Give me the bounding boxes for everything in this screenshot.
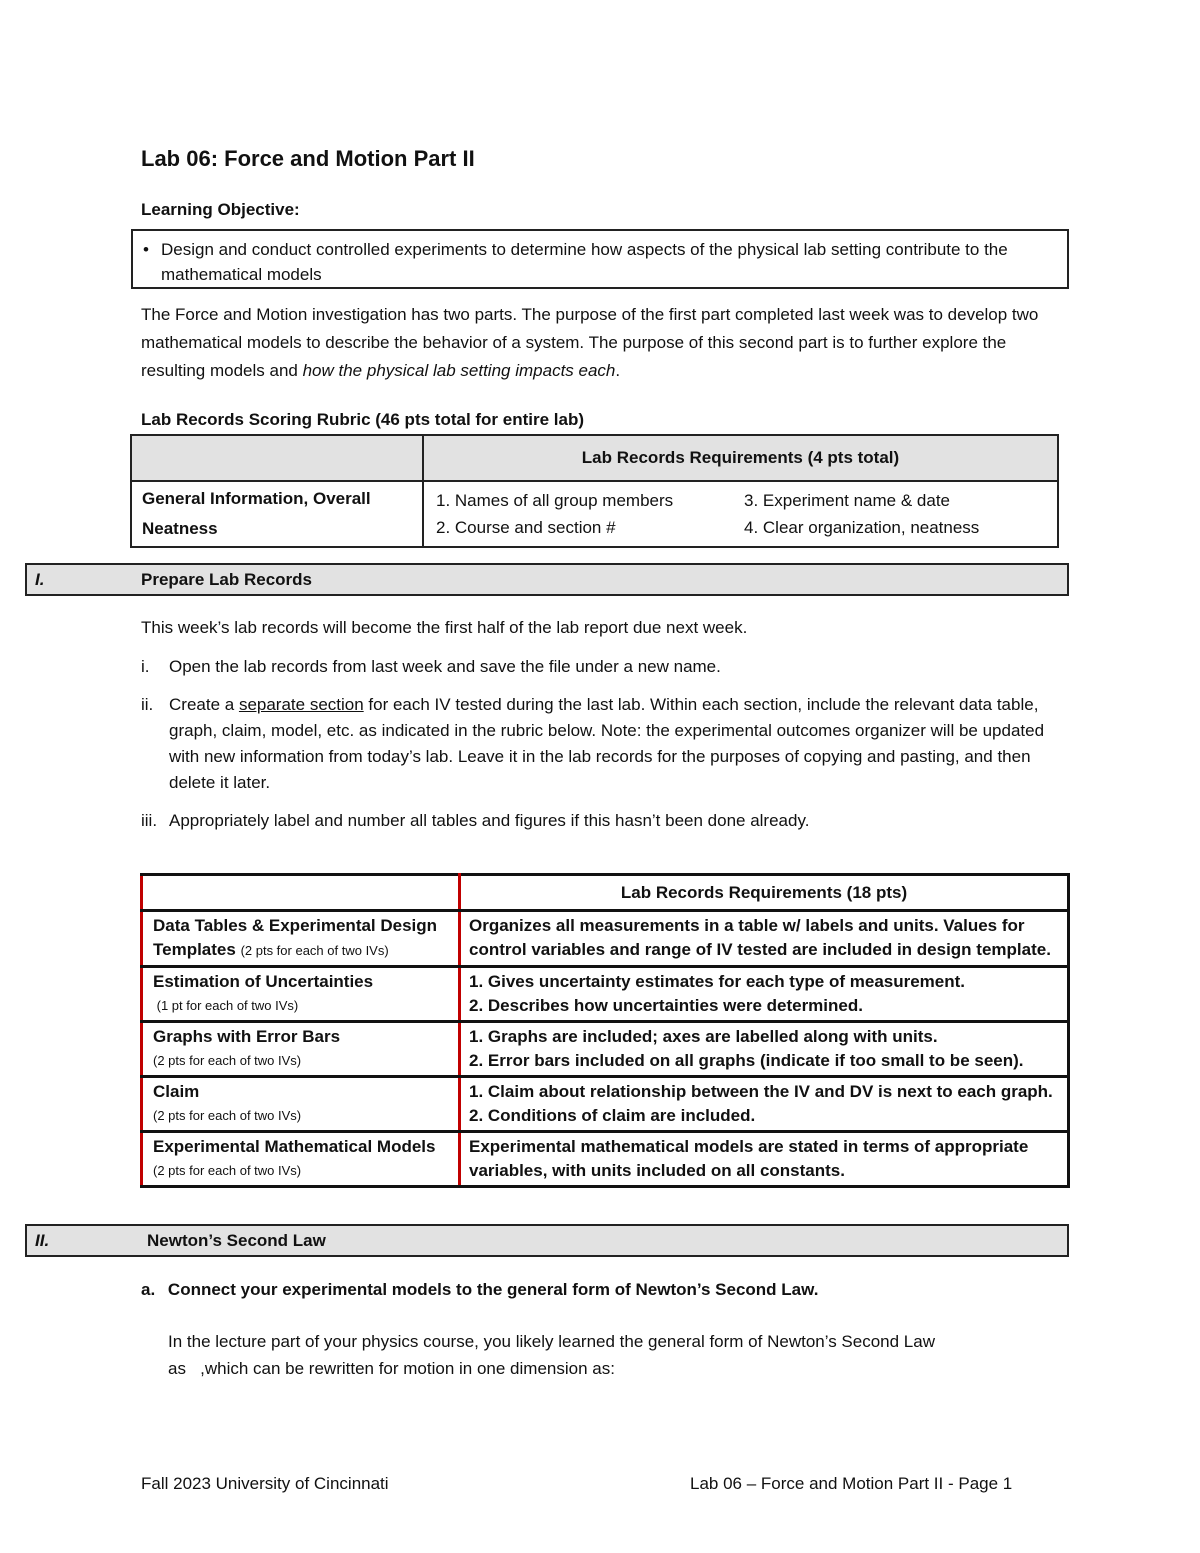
rubric2-row-requirement: Organizes all measurements in a table w/ labels and units. Values for control variables and range of IV tested are included in design template. (460, 911, 1069, 967)
step-number: i. (141, 657, 150, 676)
rubric-item: 2. Course and section # (436, 518, 616, 537)
requirement-line: 2. Conditions of claim are included. (469, 1106, 756, 1125)
rubric2-row-points: (2 pts for each of two IVs) (240, 943, 389, 958)
rubric-item: 3. Experiment name & date (744, 491, 951, 510)
bullet-icon: • (143, 240, 149, 259)
rubric2-row-requirement (460, 967, 1069, 1022)
step-item (141, 808, 1061, 834)
step-text: Open the lab records from last week and save the file under a new name. (169, 657, 721, 676)
step-item (141, 692, 1061, 796)
rubric-table (130, 434, 1059, 548)
paragraph-line: as ,which can be rewritten for motion in one dimension as: (168, 1359, 615, 1378)
step-number: ii. (141, 695, 154, 714)
requirement-line: 1. Graphs are included; axes are labelled along with units. (469, 1027, 938, 1046)
lab-records-rubric-table (140, 873, 1070, 1188)
rubric2-row-points: (2 pts for each of two IVs) (153, 1108, 302, 1123)
rubric2-row-name: Estimation of Uncertainties (153, 972, 374, 991)
section-2-item-a (141, 1280, 818, 1300)
rubric-header-empty (131, 435, 423, 481)
rubric-item: 4. Clear organization, neatness (744, 518, 980, 537)
intro-text: The Force and Motion investigation has two parts. The purpose of the first part completed last week was to develop two mathematical models to describe the behavior of a system. The purpose of this second part is to further explore the resulting models and (141, 305, 1039, 380)
rubric2-row-label (142, 967, 460, 1022)
section-2-number: II. (35, 1231, 50, 1250)
section-2-header (25, 1224, 1069, 1257)
intro-end: . (615, 361, 621, 380)
section-2-paragraph (168, 1328, 1068, 1382)
rubric2-row-label (142, 911, 460, 967)
rubric2-row-requirement: Experimental mathematical models are stated in terms of appropriate variables, with units included on all constants. (460, 1132, 1069, 1187)
rubric2-row-points: (2 pts for each of two IVs) (153, 1053, 302, 1068)
paragraph-line: In the lecture part of your physics course, you likely learned the general form of Newton’s Second Law (168, 1332, 935, 1351)
rubric2-row-label (142, 1077, 460, 1132)
step-item (141, 654, 1061, 680)
section-1-intro: This week’s lab records will become the first half of the lab report due next week. (141, 618, 748, 637)
rubric-header: Lab Records Requirements (4 pts total) (423, 435, 1058, 481)
rubric2-row-name: Data Tables & Experimental Design Templates (153, 916, 438, 959)
requirement-line: 2. Error bars included on all graphs (indicate if too small to be seen). (469, 1051, 1024, 1070)
step-text-post: for each IV tested during the last lab. Within each section, include the relevant data table, graph, claim, model, etc. as indicated in the rubric below. Note: the experimental outcomes organizer will be updated with new information from today’s lab. Leave it in the lab records for the purposes of copying and pasting, and then delete it later. (169, 695, 1045, 792)
separate-section-link: separate section (238, 695, 364, 714)
rubric-item: 1. Names of all group members (436, 491, 674, 510)
section-2-title: Newton’s Second Law (147, 1231, 326, 1250)
item-a-label: a. (141, 1280, 156, 1299)
item-a-text: Connect your experimental models to the general form of Newton’s Second Law. (167, 1280, 819, 1299)
step-text (169, 692, 1061, 796)
step-number: iii. (141, 811, 158, 830)
step-text-pre: Create a (169, 695, 239, 714)
rubric2-header: Lab Records Requirements (18 pts) (460, 875, 1069, 911)
learning-objective-label: Learning Objective: (141, 200, 300, 219)
intro-paragraph (141, 301, 1071, 385)
rubric2-row-points: (1 pt for each of two IVs) (153, 998, 299, 1013)
section-1-steps (141, 654, 1061, 846)
requirement-line: 1. Claim about relationship between the IV and DV is next to each graph. (469, 1082, 1053, 1101)
rubric2-row-points: (2 pts for each of two IVs) (153, 1163, 302, 1178)
step-text: Appropriately label and number all tables and figures if this hasn’t been done already. (169, 811, 810, 830)
rubric2-header-empty (142, 875, 460, 911)
section-1-header (25, 563, 1069, 596)
learning-objective-text: Design and conduct controlled experiments to determine how aspects of the physical lab setting contribute to the mathematical models (161, 240, 1008, 284)
rubric2-row-name: Graphs with Error Bars (153, 1027, 341, 1046)
footer-left: Fall 2023 University of Cincinnati (141, 1474, 389, 1493)
rubric2-row-requirement (460, 1022, 1069, 1077)
rubric2-row-name: Claim (153, 1082, 200, 1101)
rubric2-row-requirement (460, 1077, 1069, 1132)
learning-objective-box (131, 229, 1069, 289)
intro-emphasis: how the physical lab setting impacts each (302, 361, 616, 380)
section-1-number: I. (35, 570, 45, 589)
section-1-title: Prepare Lab Records (141, 570, 313, 589)
rubric-row-label: General Information, Overall Neatness (131, 481, 423, 547)
rubric2-row-name: Experimental Mathematical Models (153, 1137, 436, 1156)
rubric2-row-label (142, 1132, 460, 1187)
requirement-line: 2. Describes how uncertainties were determined. (469, 996, 863, 1015)
rubric-title: Lab Records Scoring Rubric (46 pts total for entire lab) (141, 410, 585, 429)
footer-right: Lab 06 – Force and Motion Part II - Page 1 (690, 1474, 1013, 1493)
requirement-line: 1. Gives uncertainty estimates for each type of measurement. (469, 972, 966, 991)
rubric2-row-label (142, 1022, 460, 1077)
rubric-requirements-cell (423, 481, 1058, 547)
page-title: Lab 06: Force and Motion Part II (141, 146, 475, 171)
